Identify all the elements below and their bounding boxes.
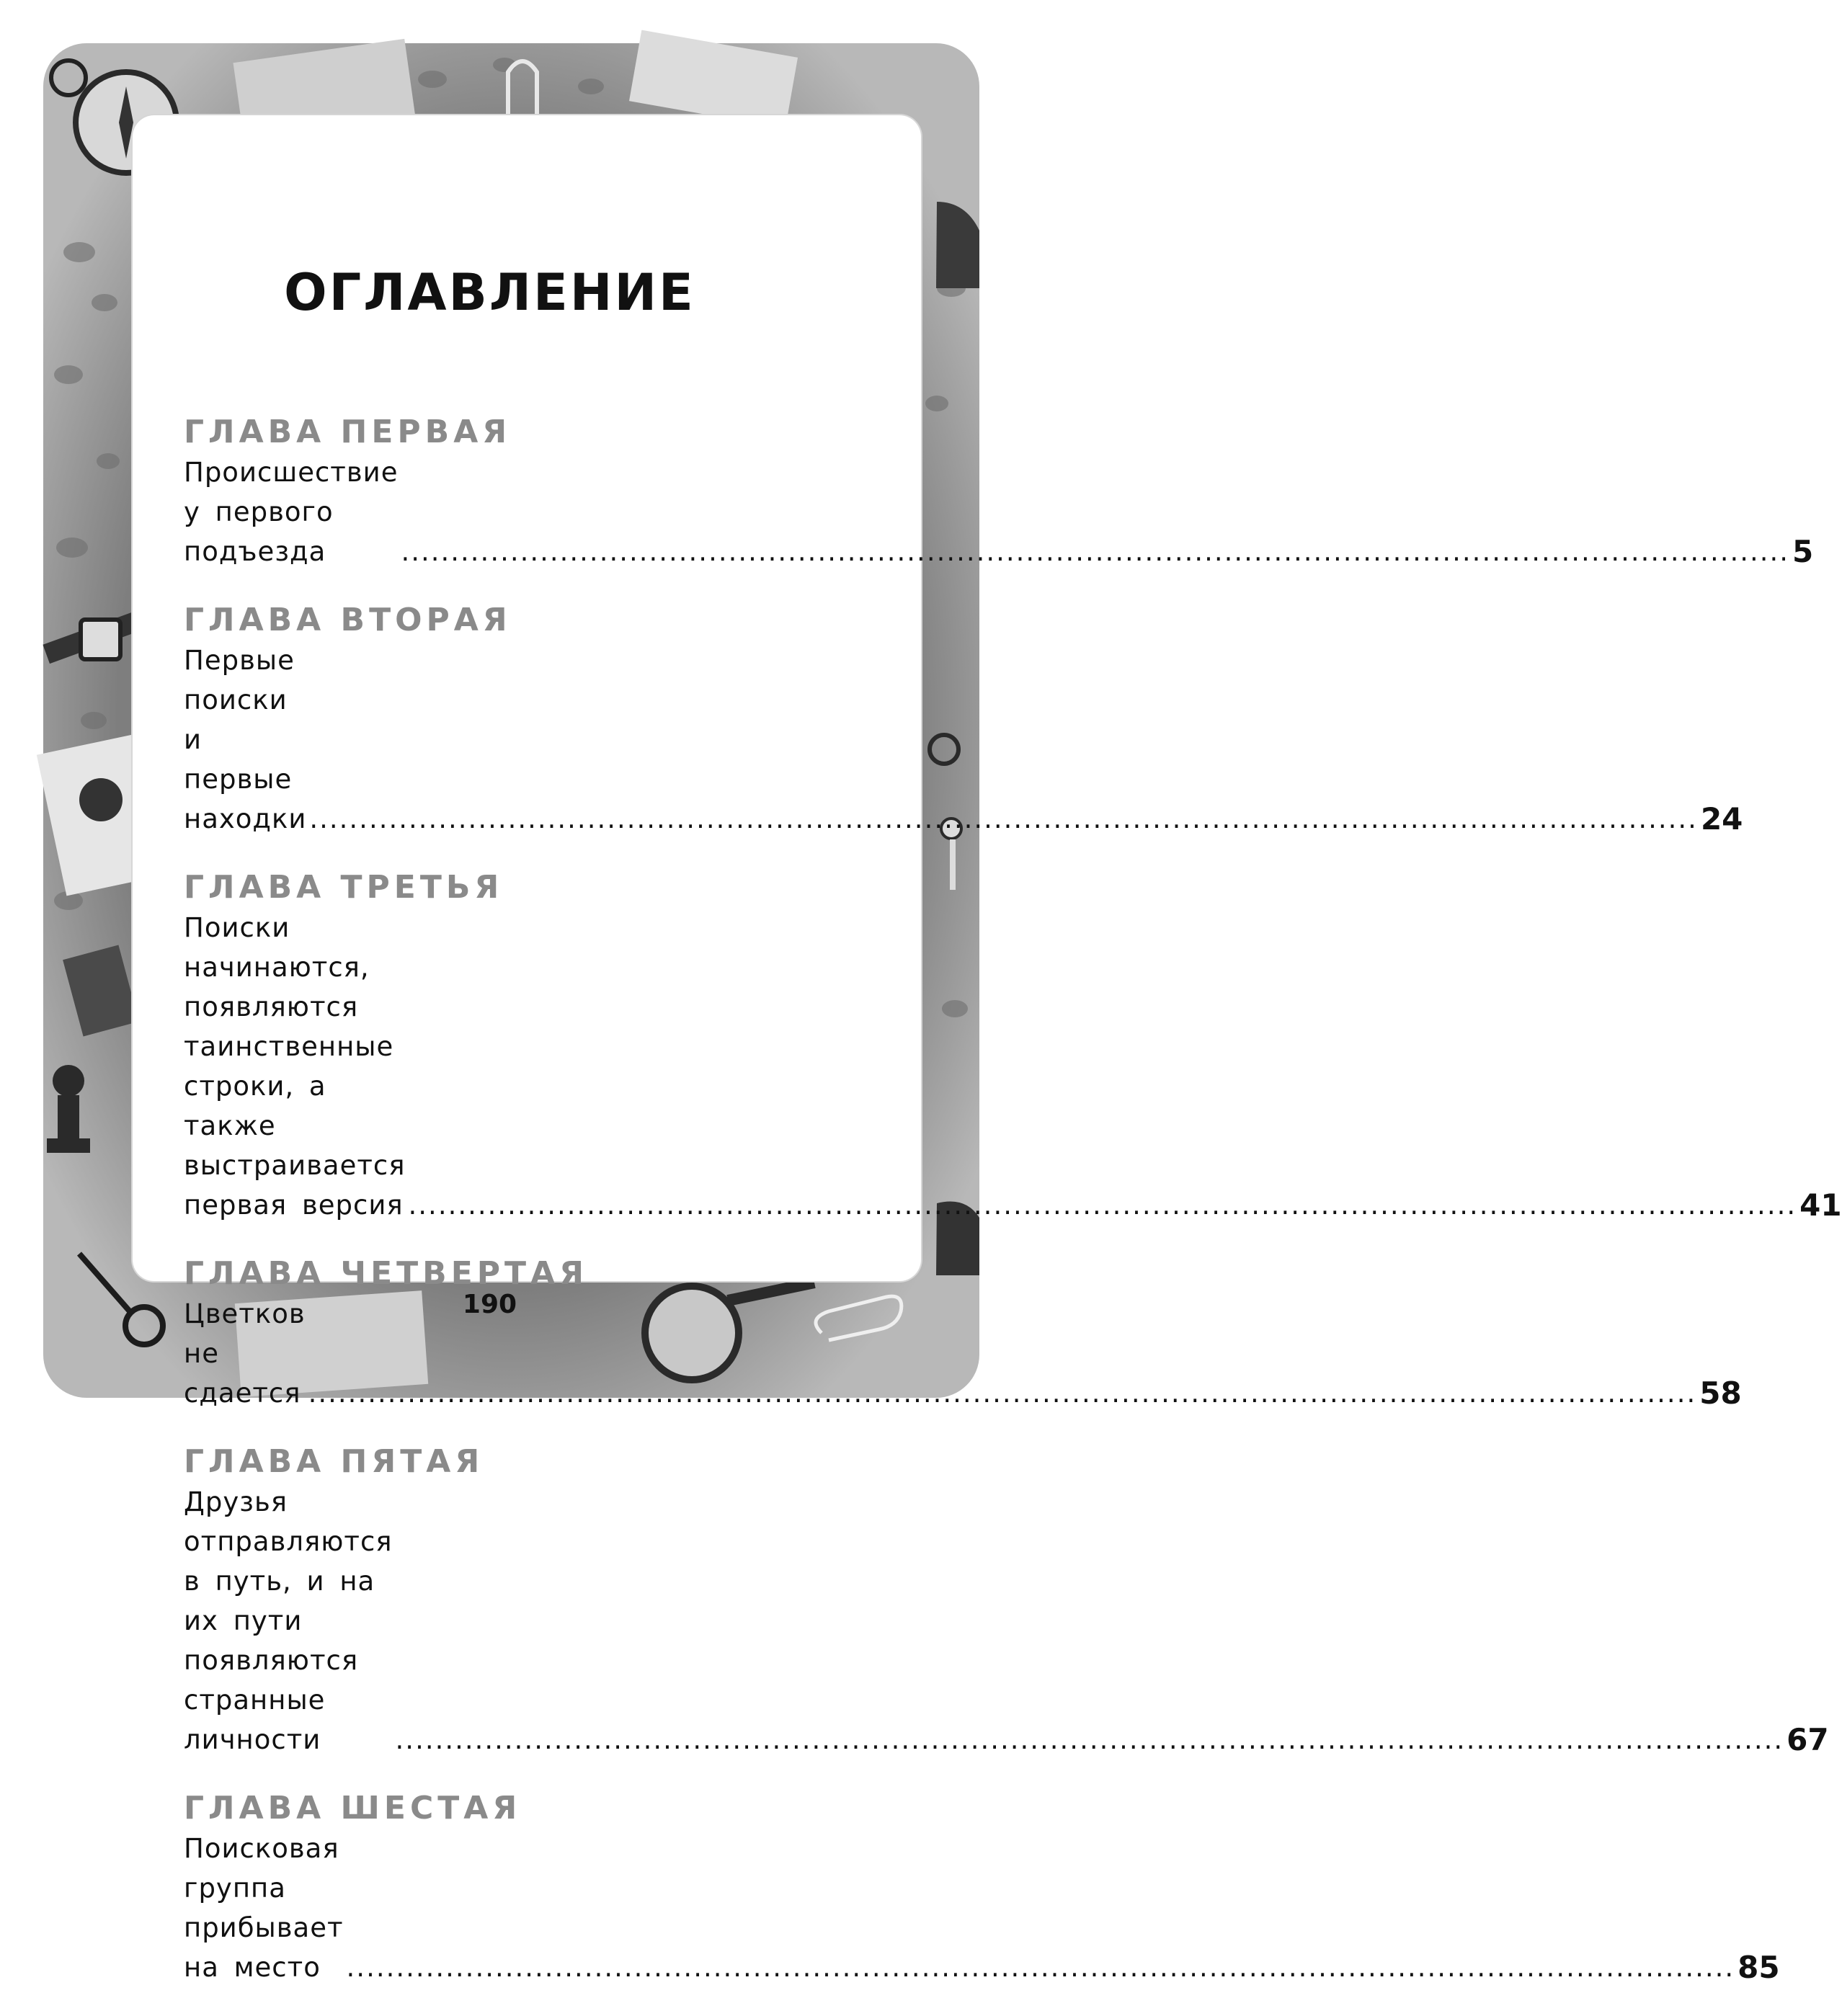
dot-leader <box>401 532 1789 571</box>
chapter-title-line: Цветков не сдается <box>184 1298 306 1409</box>
chapter-label: ГЛАВА ШЕСТАЯ <box>184 1790 522 1827</box>
chapter-title-line: выстраивается первая версия <box>184 1150 406 1221</box>
page-number: 41 <box>1799 1187 1842 1223</box>
toc-chapter-5 <box>184 1442 1829 1759</box>
chapter-title <box>184 641 306 839</box>
chapter-label: ГЛАВА ТРЕТЬЯ <box>184 869 504 906</box>
chapter-label: ГЛАВА ПЕРВАЯ <box>184 414 512 450</box>
toc-entry[interactable] <box>184 452 1814 571</box>
toc-chapter-2 <box>184 600 1743 839</box>
page-title: ОГЛАВЛЕНИЕ <box>284 263 695 322</box>
chapter-title-line: Происшествие у первого подъезда <box>184 457 399 567</box>
chapter-title <box>184 908 406 1225</box>
dot-leader <box>409 1185 1797 1225</box>
chapter-label: ГЛАВА ЧЕТВЕРТАЯ <box>184 1255 588 1292</box>
page-number: 67 <box>1787 1722 1829 1757</box>
chapter-title-line: Друзья отправляются в путь, и на их пути <box>184 1486 393 1636</box>
chapter-title <box>184 1482 393 1759</box>
page-number: 5 <box>1792 534 1814 569</box>
dot-leader <box>308 1373 1697 1413</box>
toc-entry[interactable] <box>184 641 1743 839</box>
dot-leader <box>396 1720 1784 1759</box>
chapter-title-line: появляются странные личности <box>184 1645 359 1755</box>
dot-leader <box>309 799 1698 839</box>
chapter-title <box>184 452 398 571</box>
page-folio: 190 <box>462 1290 517 1319</box>
toc-chapter-3 <box>184 867 1842 1225</box>
table-of-contents <box>184 412 1842 2016</box>
toc-chapter-6 <box>184 1788 1780 1987</box>
page-number: 58 <box>1699 1375 1742 1411</box>
toc-entry[interactable] <box>184 908 1842 1225</box>
chapter-label: ГЛАВА ПЯТАЯ <box>184 1443 484 1480</box>
toc-chapter-4 <box>184 1254 1742 1413</box>
page-number: 85 <box>1738 1950 1780 1985</box>
toc-chapter-1 <box>184 412 1814 571</box>
dot-leader <box>347 1948 1735 1987</box>
chapter-label: ГЛАВА ВТОРАЯ <box>184 602 512 638</box>
toc-entry[interactable] <box>184 1482 1829 1759</box>
chapter-title-line: таинственные строки, а также <box>184 1031 394 1141</box>
page-number: 24 <box>1700 801 1743 837</box>
chapter-title <box>184 1829 344 1987</box>
chapter-title-line: Поисковая группа прибывает на место <box>184 1833 344 1983</box>
chapter-title-line: Поиски начинаются, появляются <box>184 912 370 1022</box>
toc-entry[interactable] <box>184 1829 1780 1987</box>
chapter-title-line: Первые поиски и первые находки <box>184 645 307 834</box>
